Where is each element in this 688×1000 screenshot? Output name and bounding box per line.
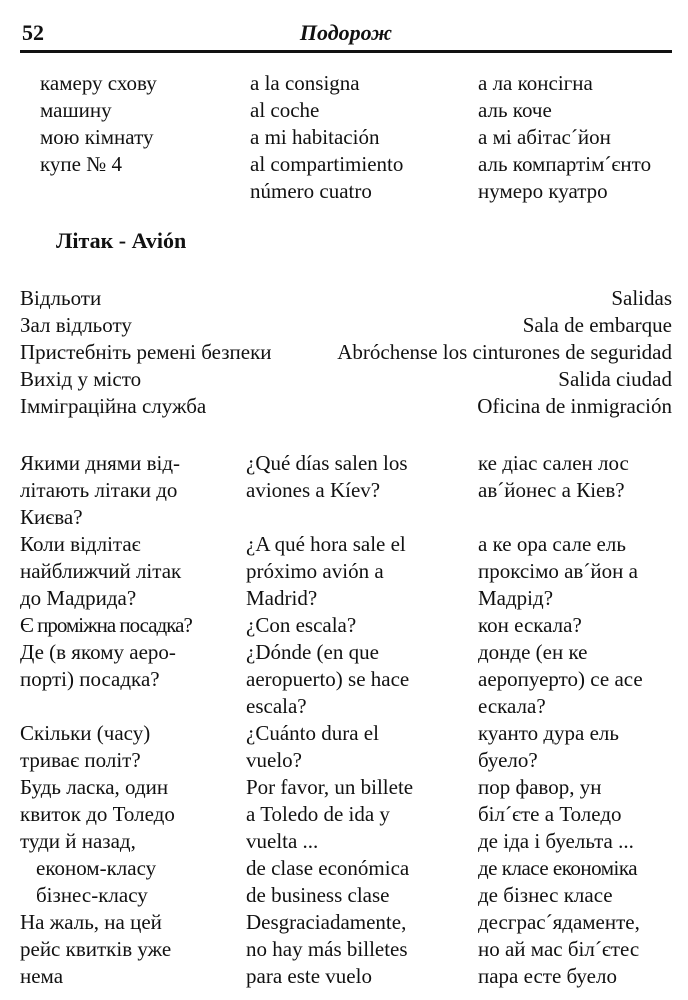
phrase-ua-line: найближчий літак [20, 559, 182, 583]
phrase-tr-line: ескала? [478, 694, 546, 718]
phrase-ua-line: Коли відлітає [20, 532, 141, 556]
phrase-tr-line: буело? [478, 748, 538, 772]
phrase-es-line: aeropuerto) se hace [246, 667, 410, 691]
luggage-tr: а мі абітас´йон [478, 125, 611, 149]
phrase-tr-line: пара есте буело [478, 964, 617, 988]
phrase-ua-line: порті) посадка? [20, 667, 160, 691]
phrase-ua-line: триває політ? [20, 748, 141, 772]
phrase-tr-line: ав´йонес а Кіев? [478, 478, 625, 502]
phrase-tr-line: пор фавор, ун [478, 775, 602, 799]
phrase-tr-line: де іда і буельта ... [478, 829, 634, 853]
phrase-es-line: para este vuelo [246, 964, 372, 988]
luggage-tr: а ла консігна [478, 71, 593, 95]
page-number: 52 [22, 20, 44, 45]
phrase-es-line: ¿Qué días salen los [246, 451, 408, 475]
sign-row [20, 367, 672, 394]
phrase-es-line: aviones a Kíev? [246, 478, 381, 502]
luggage-tr: аль коче [478, 98, 552, 122]
phrase-ua-line: Скільки (часу) [20, 721, 151, 745]
phrase-es-line: Desgraciadamente, [246, 910, 407, 934]
luggage-es: al compartimiento [250, 152, 404, 176]
sign-es: Salida ciudad [558, 367, 672, 391]
phrase-es-line: de clase económica [246, 856, 410, 880]
phrase-es-line: Madrid? [246, 586, 318, 610]
phrase-es-line: a Toledo de ida y [246, 802, 390, 826]
phrase-ua-line: туди й назад, [20, 829, 136, 853]
phrase-ua-line: рейс квитків уже [20, 937, 172, 961]
phrase-es-line: ¿A qué hora sale el [246, 532, 406, 556]
sign-ua: Відльоти [20, 286, 102, 310]
phrase-tr-line: проксімо ав´йон а [478, 559, 638, 583]
phrase-ua-line: квиток до Толедо [20, 802, 175, 826]
phrase-ua-line: до Мадрида? [20, 586, 137, 610]
phrase-ua-line: Якими днями від- [20, 451, 181, 475]
section-heading: Літак - Avión [56, 228, 187, 253]
phrase-tr-line: десграс´ядаменте, [478, 910, 640, 934]
sign-row [20, 394, 672, 421]
phrase-es-line: no hay más billetes [246, 937, 408, 961]
phrase-ua-line: Є проміжна посадка? [20, 613, 192, 637]
sign-es: Abróchense los cinturones de seguridad [337, 340, 672, 364]
phrase-ua-line: Будь ласка, один [20, 775, 169, 799]
phrase-ua-line: літають літаки до [20, 478, 178, 502]
phrase-ua-line: нема [20, 964, 64, 988]
sign-es: Sala de embarque [522, 313, 672, 337]
luggage-ua: мою кімнату [40, 125, 154, 149]
luggage-tr: нумеро куатро [478, 179, 608, 203]
luggage-es: número cuatro [250, 179, 372, 203]
phrase-ua-line: економ-класу [36, 856, 157, 880]
luggage-es: a la consigna [250, 71, 360, 95]
phrase-ua-line: бізнес-класу [36, 883, 148, 907]
sign-ua: Зал відльоту [20, 313, 132, 337]
phrase-tr-line: куанто дура ель [478, 721, 619, 745]
phrase-es-line: escala? [246, 694, 307, 718]
phrase-tr-line: а ке ора сале ель [478, 532, 626, 556]
phrase-tr-line: кон ескала? [478, 613, 582, 637]
sign-ua: Вихід у місто [20, 367, 142, 391]
sign-row [20, 286, 672, 313]
phrase-ua-line: Києва? [20, 505, 83, 529]
phrase-es-line: ¿Cuánto dura el [246, 721, 379, 745]
phrase-es-line: ¿Dónde (en que [246, 640, 379, 664]
phrase-es-line: próximo avión a [246, 559, 384, 583]
luggage-es: a mi habitación [250, 125, 380, 149]
luggage-ua: купе № 4 [40, 152, 123, 176]
sign-ua: Пристебніть ремені безпеки [20, 340, 272, 364]
phrase-tr-line: ке діас сален лос [478, 451, 629, 475]
sign-es: Oficina de inmigración [477, 394, 672, 418]
luggage-ua: машину [40, 98, 112, 122]
phrase-es-line: vuelo? [246, 748, 302, 772]
phrase-ua-line: Де (в якому аеро- [20, 640, 176, 664]
page-header [20, 20, 672, 53]
phrase-ua-line: На жаль, на цей [20, 910, 162, 934]
sign-row [20, 313, 672, 340]
luggage-tr: аль компартім´єнто [478, 152, 652, 176]
phrase-es-line: ¿Con escala? [246, 613, 357, 637]
phrase-tr-line: донде (ен ке [478, 640, 588, 664]
running-title: Подорож [299, 20, 393, 45]
phrase-tr-line: де бізнес класе [478, 883, 613, 907]
phrase-es-line: de business clase [246, 883, 390, 907]
sign-es: Salidas [611, 286, 672, 310]
phrase-tr-line: Мадрід? [478, 586, 554, 610]
phrase-tr-line: но ай мас біл´єтес [478, 937, 640, 961]
phrase-tr-line: аеропуерто) се асе [478, 667, 643, 691]
phrase-es-line: Por favor, un billete [246, 775, 414, 799]
sign-row [20, 340, 672, 367]
luggage-ua: камеру схову [40, 71, 157, 95]
luggage-es: al coche [250, 98, 320, 122]
phrase-es-line: vuelta ... [246, 829, 319, 853]
phrase-tr-line: де класе економіка [478, 856, 638, 880]
sign-ua: Імміграційна служба [20, 394, 207, 418]
phrase-tr-line: біл´єте а Толедо [478, 802, 622, 826]
